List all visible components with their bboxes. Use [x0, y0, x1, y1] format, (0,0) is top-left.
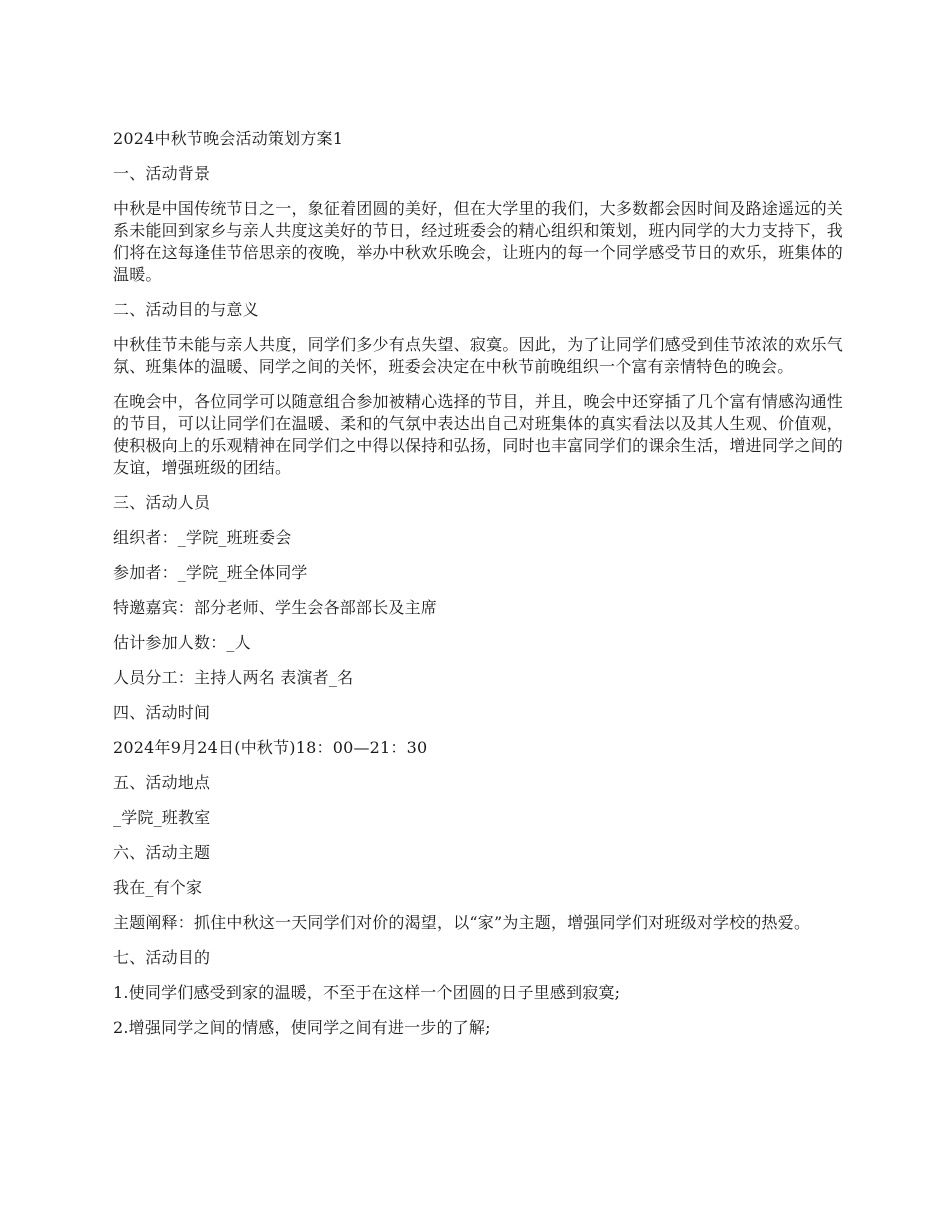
section-heading-goals: 七、活动目的 [113, 948, 211, 967]
section-heading-time: 四、活动时间 [113, 703, 211, 722]
personnel-roles: 人员分工：主持人两名 表演者_名 [113, 668, 354, 687]
section-heading-background: 一、活动背景 [113, 164, 211, 183]
event-theme: 我在_有个家 [113, 878, 203, 897]
document-page [113, 128, 843, 1052]
personnel-organizer: 组织者：_学院_班班委会 [113, 528, 292, 547]
personnel-participants: 参加者：_学院_班全体同学 [113, 563, 308, 582]
document-title: 2024中秋节晚会活动策划方案1 [113, 129, 344, 148]
paragraph-purpose-2: 在晚会中，各位同学可以随意组合参加被精心选择的节目，并且，晚会中还穿插了几个富有情感沟通性的节目，可以让同学们在温暖、柔和的气氛中表达出自己对班集体的真实看法以及其人生观、价值观，使积极向上的乐观精神在同学们之中得以保持和弘扬，同时也丰富同学们的课余生活，增进同学之间的友谊，增强班级的团结。 [113, 392, 843, 477]
paragraph-purpose-1: 中秋佳节未能与亲人共度，同学们多少有点失望、寂寞。因此，为了让同学们感受到佳节浓浓的欢乐气氛、班集体的温暖、同学之间的关怀，班委会决定在中秋节前晚组织一个富有亲情特色的晚会。 [113, 335, 843, 376]
theme-explanation: 主题阐释：抓住中秋这一天同学们对价的渴望，以“家”为主题，增强同学们对班级对学校的热爱。 [113, 913, 811, 932]
paragraph-background: 中秋是中国传统节日之一，象征着团圆的美好，但在大学里的我们，大多数都会因时间及路途遥远的关系未能回到家乡与亲人共度这美好的节日，经过班委会的精心组织和策划，班内同学的大力支持下，我们将在这每逢佳节倍思亲的夜晚，举办中秋欢乐晚会，让班内的每一个同学感受节日的欢乐，班集体的温暖。 [113, 199, 843, 284]
goal-item-1: 1.使同学们感受到家的温暖，不至于在这样一个团圆的日子里感到寂寞; [113, 983, 621, 1002]
goal-item-2: 2.增强同学之间的情感，使同学之间有进一步的了解; [113, 1018, 491, 1037]
personnel-count: 估计参加人数：_人 [113, 633, 251, 652]
event-time: 2024年9月24日(中秋节)18：00—21：30 [113, 738, 428, 757]
event-location: _学院_班教室 [113, 808, 211, 827]
section-heading-location: 五、活动地点 [113, 773, 211, 792]
section-heading-theme: 六、活动主题 [113, 843, 211, 862]
personnel-guests: 特邀嘉宾：部分老师、学生会各部部长及主席 [113, 598, 438, 617]
section-heading-personnel: 三、活动人员 [113, 493, 211, 512]
section-heading-purpose: 二、活动目的与意义 [113, 300, 259, 319]
